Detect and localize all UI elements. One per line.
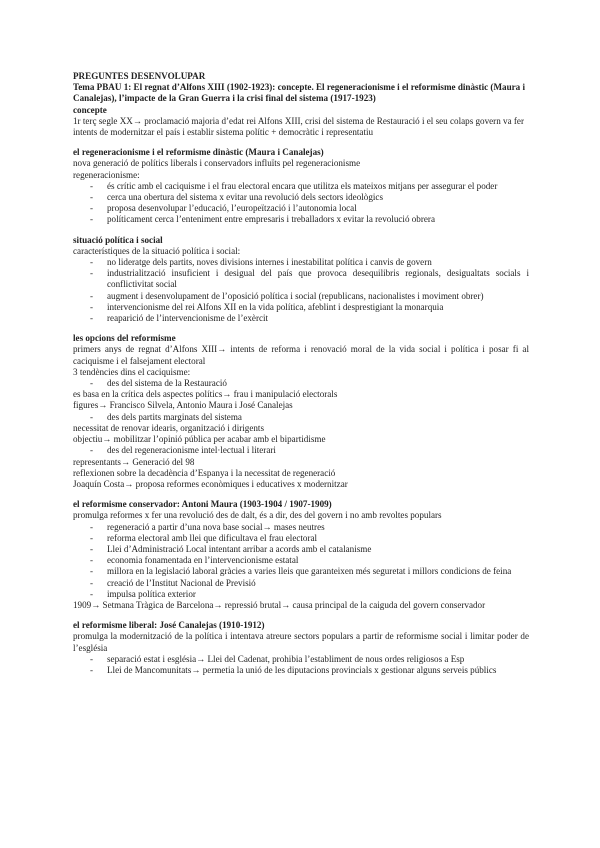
paragraph: Joaquín Costa→ proposa reformes econòmiques i educatives x modernitzar [73,478,348,489]
paragraph: 1909→ Setmana Tràgica de Barcelona→ repressió brutal→ causa principal de la caiguda del govern conservador [73,599,486,610]
paragraph: promulga la modernització de la política i intentava atreure sectors populars a partir de reformisme social i limitar poder de l’església [73,631,529,653]
bullet-list [73,412,529,423]
section-title: el reformisme liberal: José Canalejas (1910-1912) [73,620,265,631]
section-title: el regeneracionisme i el reformisme dinàstic (Maura i Canalejas) [73,147,324,158]
paragraph: primers anys de regnat d’Alfons XIII→ intents de reforma i renovació moral de la vida social i política i posar fi al caciquisme i el falsejament electoral [73,344,529,366]
paragraph: es basa en la crítica dels aspectes polítics→ frau i manipulació electorals [73,389,338,400]
list-item: - proposa desenvolupar l’educació, l’europeïtzació i l’autonomia local [73,203,529,214]
bullet-list [73,378,529,389]
section-title: les opcions del reformisme [73,333,176,344]
list-item: - és crític amb el caciquisme i el frau electoral encara que utilitza els mateixos mitjans per assegurar el poder [73,181,529,192]
bullet-list [73,654,529,676]
list-item: - economia fonamentada en l’intervencionisme estatal [73,555,529,566]
list-item: - des del sistema de la Restauració [73,378,529,389]
doc-heading: PREGUNTES DESENVOLUPAR [73,71,206,81]
list-item: - des del regeneracionisme intel·lectual i literari [73,445,529,456]
paragraph: característiques de la situació política i social: [73,245,241,256]
bullet-list [73,522,529,600]
list-item: - des dels partits marginats del sistema [73,412,529,423]
concept-text: 1r terç segle XX→ proclamació majoria d’edat rei Alfons XIII, crisi del sistema de Restauració i el seu colaps govern va fer intents de modernitzar el país i establir sistema polític + democràtic i representatiu [73,115,524,138]
list-item: - reaparició de l’intervencionisme de l’exèrcit [73,313,529,324]
bullet-list [73,257,529,324]
concept-title: concepte [73,104,107,115]
paragraph: representants→ Generació del 98 [73,456,195,467]
list-item: - industrialització insuficient i desigual del país que provoca desequilibris regionals, desigualtats socials i conflictivitat social [73,268,529,290]
section-canalejas [73,620,529,676]
paragraph: nova generació de polítics liberals i conservadors influïts pel regeneracionisme [73,158,361,169]
list-item: - impulsa política exterior [73,589,529,600]
list-item: - regeneració a partir d’una nova base social→ mases neutres [73,522,529,533]
list-item: - millora en la legislació laboral gràcies a varies lleis que garanteixen més seguretat i millors condicions de feina [73,566,529,577]
document-page [73,71,529,676]
paragraph: reflexionen sobre la decadència d’Espanya i la necessitat de regeneració [73,467,336,478]
list-item: - Llei d’Administració Local intentant arribar a acords amb el catalanisme [73,544,529,555]
section-situacio [73,235,529,325]
paragraph: necessitat de renovar idearis, organització i dirigents [73,422,264,433]
paragraph: 3 tendències dins el caciquisme: [73,366,191,377]
section-opcions [73,333,529,490]
paragraph: regeneracionisme: [73,169,140,180]
list-item: - intervencionisme del rei Alfons XII en la vida política, afeblint i desprestigiant la monarquia [73,302,529,313]
topic-title: Tema PBAU 1: El regnat d’Alfons XIII (1902-1923): concepte. El regeneracionisme i el reformisme dinàstic (Maura i Canalejas), l’impacte de la Gran Guerra i la crisi final del sistema (1917-1923) [73,82,526,104]
list-item: - cerca una obertura del sistema x evitar una revolució dels sectors ideològics [73,192,529,203]
paragraph: objectiu→ mobilitzar l’opinió pública per acabar amb el bipartidisme [73,434,326,445]
bullet-list [73,445,529,456]
section-maura [73,499,529,611]
list-item: - políticament cerca l’enteniment entre empresaris i treballadors x evitar la revolució obrera [73,214,529,225]
section-title: situació política i social [73,234,163,245]
paragraph: figures→ Francisco Silvela, Antonio Maura i José Canalejas [73,400,293,411]
list-item: - reforma electoral amb llei que dificultava el frau electoral [73,533,529,544]
list-item: - separació estat i església→ Llei del Cadenat, prohibia l’establiment de nous ordes religiosos a Esp [73,654,529,665]
list-item: - Llei de Mancomunitats→ permetia la unió de les diputacions provincials x gestionar alguns serveis públics [73,665,529,676]
list-item: - no lideratge dels partits, noves divisions internes i inestabilitat política i canvis de govern [73,257,529,268]
section-title: el reformisme conservador: Antoni Maura (1903-1904 / 1907-1909) [73,499,332,510]
list-item: - augment i desenvolupament de l’oposició política i social (republicans, nacionalistes i moviment obrer) [73,291,529,302]
section-regeneracionisme [73,147,529,225]
list-item: - creació de l’Institut Nacional de Previsió [73,578,529,589]
paragraph: promulga reformes x fer una revolució des de dalt, és a dir, des del govern i no amb revoltes populars [73,510,442,521]
bullet-list [73,181,529,226]
